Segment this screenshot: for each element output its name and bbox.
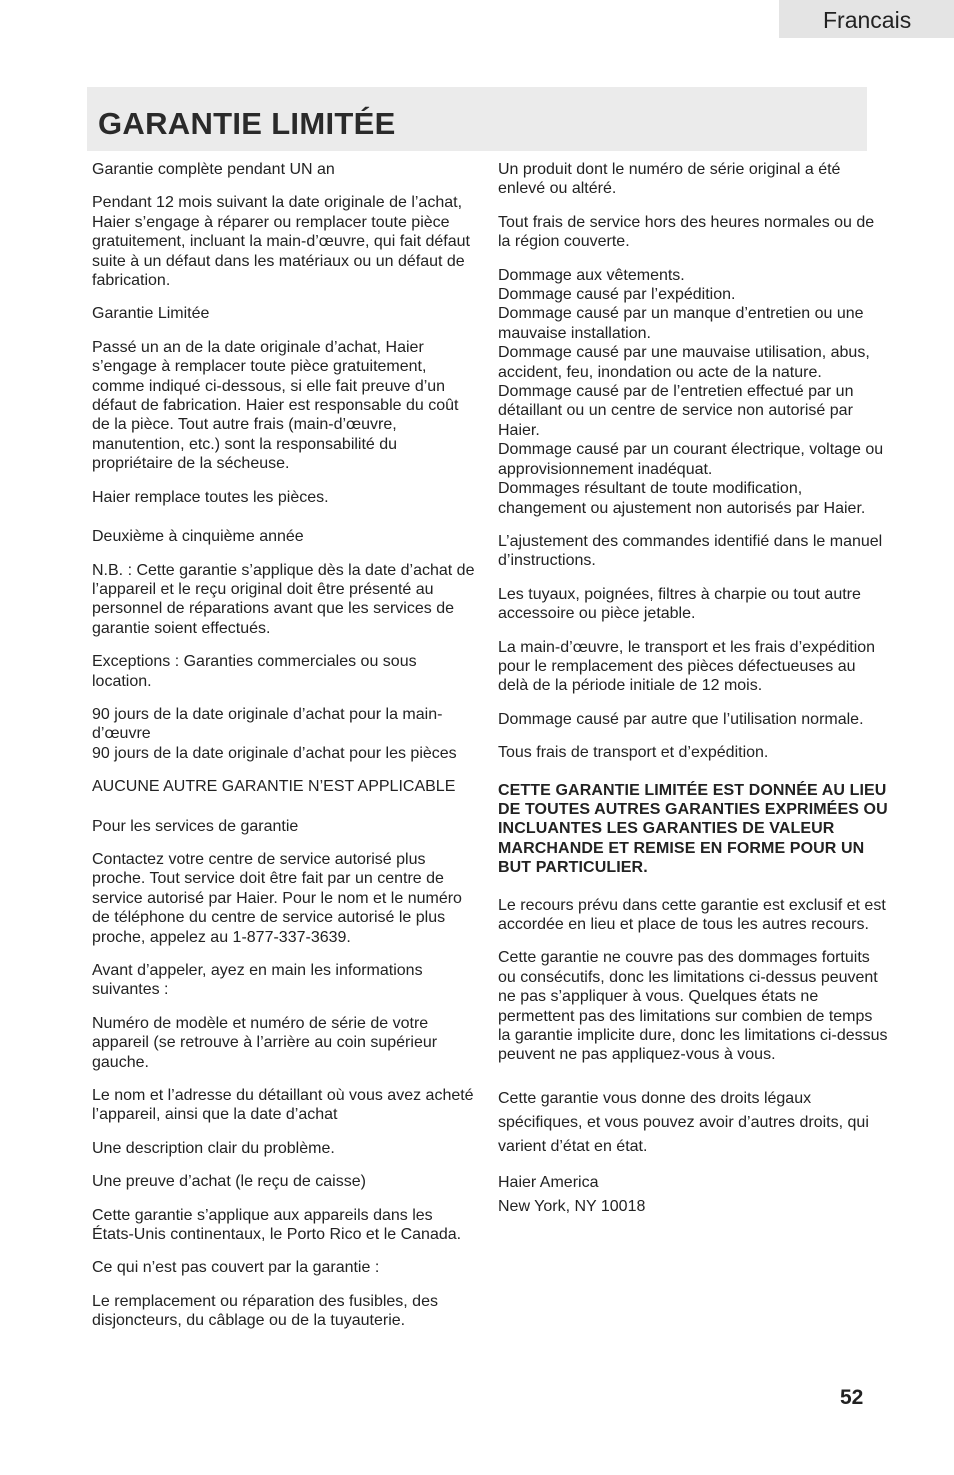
service-hours-text: Tout frais de service hors des heures normales ou de la région couverte.: [498, 213, 875, 251]
page-number: 52: [840, 1386, 864, 1409]
left-column: [92, 160, 478, 1345]
exceptions-text: Exceptions : Garanties commerciales ou sous location.: [92, 653, 417, 690]
fuses-text: Le remplacement ou réparation des fusibles, des disjoncteurs, du câblage ou de la tuyauterie.: [92, 1292, 438, 1330]
company-name: Haier America: [498, 1173, 599, 1191]
labor-transport-text: La main-d’œuvre, le transport et les frais d’expédition pour le remplacement des pièces défectueuses au delà de la période initiale de 12 mois.: [498, 638, 876, 695]
company-address: [498, 1171, 888, 1219]
contact-service-text: Contactez votre centre de service autorisé plus proche. Tout service doit être fait par un centre de service autorisé par Haier. Pour le nom et le numéro de téléphone du centre de service autorisé le plus proche, appelez au 1-877-337-3639.: [92, 850, 462, 946]
damage-item: Dommage causé par un manque d’entretien ou une mauvaise installation.: [498, 305, 864, 342]
before-calling-text: Avant d’appeler, ayez en main les informations suivantes :: [92, 962, 423, 999]
nb-note: N.B. : Cette garantie s’applique dès la date d’achat de l’appareil et le reçu original doit être présenté au personnel de réparations avant que les services de garantie soient effectués.: [92, 561, 475, 637]
damage-item: Dommage aux vêtements.: [498, 266, 685, 284]
problem-description-text: Une description clair du problème.: [92, 1139, 335, 1157]
limited-warranty-text: Passé un an de la date originale d’achat, Haier s’engage à remplacer toute pièce gratuitement, comme indiqué ci-dessous, si elle fait preuve d’un défaut de fabrication. Haier est responsable du coût de la pièce. Tout autre frais (main-d’œuvre, manutention, etc.) sont la responsabilité du propriétaire de la sécheuse.: [92, 338, 459, 473]
disposable-parts-text: Les tuyaux, poignées, filtres à charpie ou tout autre accessoire ou pièce jetable.: [498, 585, 861, 623]
damage-item: Dommage causé par une mauvaise utilisation, abus, accident, feu, inondation ou acte de la nature.: [498, 344, 870, 381]
second-to-fifth-year-heading: Deuxième à cinquième année: [92, 528, 304, 546]
ninety-days-parts: 90 jours de la date originale d’achat pour les pièces: [92, 744, 457, 762]
not-covered-heading: Ce qui n’est pas couvert par la garantie :: [92, 1259, 380, 1277]
language-tab: Francais: [779, 0, 954, 38]
proof-of-purchase-text: Une preuve d’achat (le reçu de caisse): [92, 1173, 366, 1191]
transport-fees-text: Tous frais de transport et d’expédition.: [498, 744, 769, 762]
ninety-days-block: [92, 705, 478, 763]
right-column: [498, 160, 888, 1233]
no-other-warranty: AUCUNE AUTRE GARANTIE N’EST APPLICABLE: [92, 778, 456, 796]
consequential-damages-text: Cette garantie ne couvre pas des dommages fortuits ou consécutifs, donc les limitations ci-dessus peuvent ne pas s’appliquer à vous. Quelques états ne permettent pas des limitations sur combien de temps la garantie implicite dure, donc les limitations ci-dessus peuvent ne pas appliquez-vous à vous.: [498, 949, 888, 1064]
parts-replacement-text: Haier remplace toutes les pièces.: [92, 488, 329, 506]
ninety-days-labor: 90 jours de la date originale d’achat pour la main-d’œuvre: [92, 705, 443, 743]
damage-item: Dommage causé par de l’entretien effectué par un détaillant ou un centre de service non autorisé par Haier.: [498, 383, 854, 439]
title-bar: [87, 87, 867, 151]
controls-adjustment-text: L’ajustement des commandes identifié dans le manuel d’instructions.: [498, 532, 883, 570]
coverage-area-text: Cette garantie s’applique aux appareils dans les États-Unis continentaux, le Porto Rico et le Canada.: [92, 1206, 462, 1244]
dealer-info-text: Le nom et l’adresse du détaillant où vous avez acheté l’appareil, ainsi que la date d’achat: [92, 1087, 474, 1124]
damages-list: [498, 266, 888, 518]
legal-rights-text: Cette garantie vous donne des droits légaux spécifiques, et vous pouvez avoir d’autres droits, qui varient d’état en état.: [498, 1089, 869, 1155]
limited-warranty-notice: CETTE GARANTIE LIMITÉE EST DONNÉE AU LIEU DE TOUTES AUTRES GARANTIES EXPRIMÉES OU INCLUANTES LES GARANTIES DE VALEUR MARCHANDE ET REMISE EN FORME POUR UN BUT PARTICULIER.: [498, 781, 888, 877]
serial-removed-text: Un produit dont le numéro de série original a été enlevé ou altéré.: [498, 161, 841, 198]
damage-item: Dommages résultant de toute modification, changement ou ajustement non autorisés par Haier.: [498, 480, 866, 517]
damage-item: Dommage causé par un courant électrique, voltage ou approvisionnement inadéquat.: [498, 441, 884, 478]
full-warranty-heading: Garantie complète pendant UN an: [92, 161, 335, 178]
exclusive-remedy-text: Le recours prévu dans cette garantie est exclusif et est accordée en lieu et place de tous les autres recours.: [498, 896, 886, 933]
warranty-services-heading: Pour les services de garantie: [92, 817, 299, 835]
limited-warranty-heading: Garantie Limitée: [92, 305, 210, 323]
page-title: GARANTIE LIMITÉE: [98, 106, 396, 141]
other-use-damage-text: Dommage causé par autre que l’utilisation normale.: [498, 710, 864, 728]
full-warranty-text: Pendant 12 mois suivant la date originale de l’achat, Haier s’engage à réparer ou remplacer toute pièce gratuitement, incluant la main-d’œuvre, qui fait défaut suite à un défaut dans les matériaux ou un défaut de fabrication.: [92, 194, 470, 290]
model-serial-text: Numéro de modèle et numéro de série de votre appareil (se retrouve à l’arrière au coin supérieur gauche.: [92, 1014, 438, 1071]
company-city: New York, NY 10018: [498, 1197, 646, 1215]
damage-item: Dommage causé par l’expédition.: [498, 286, 736, 304]
